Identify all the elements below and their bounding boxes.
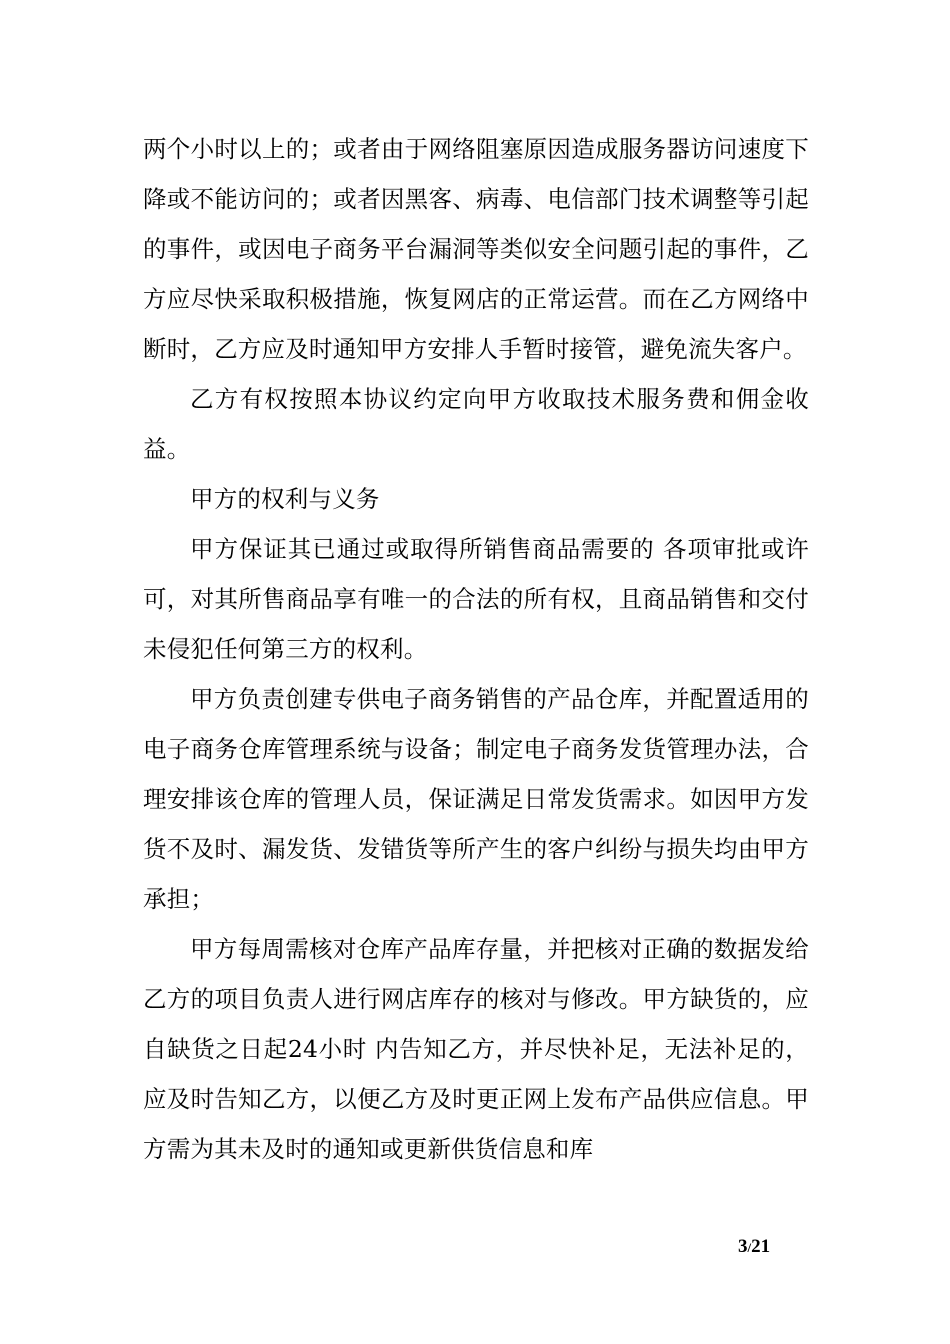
document-body — [143, 124, 809, 1174]
paragraph-approvals: 甲方保证其已通过或取得所销售商品需要的 各项审批或许可，对其所售商品享有唯一的合法的所有权，且商品销售和交付未侵犯任何第三方的权利。 — [143, 535, 809, 663]
current-page: 3 — [738, 1236, 748, 1257]
page-separator: / — [747, 1240, 752, 1255]
section-heading-party-a-rights: 甲方的权利与义务 — [190, 485, 380, 513]
total-pages: 21 — [751, 1236, 771, 1257]
paragraph-inventory: 甲方每周需核对仓库产品库存量，并把核对正确的数据发给乙方的项目负责人进行网店库存的核对与修改。甲方缺货的，应自缺货之日起24小时 内告知乙方，并尽快补足，无法补足的，应及时告知乙方，以便乙方及时更正网上发布产品供应信息。甲方需为其未及时的通知或更新供货信息和库 — [143, 935, 809, 1163]
paragraph-service-fee: 乙方有权按照本协议约定向甲方收取技术服务费和佣金收益。 — [143, 385, 809, 463]
page-number — [738, 1236, 770, 1258]
paragraph-warehouse: 甲方负责创建专供电子商务销售的产品仓库，并配置适用的电子商务仓库管理系统与设备；制定电子商务发货管理办法，合理安排该仓库的管理人员，保证满足日常发货需求。如因甲方发货不及时、漏发货、发错货等所产生的客户纠纷与损失均由甲方承担； — [143, 685, 809, 913]
paragraph-continued: 两个小时以上的；或者由于网络阻塞原因造成服务器访问速度下降或不能访问的；或者因黑客、病毒、电信部门技术调整等引起的事件，或因电子商务平台漏洞等类似安全问题引起的事件，乙方应尽快采取积极措施，恢复网店的正常运营。而在乙方网络中断时，乙方应及时通知甲方安排人手暂时接管，避免流失客户。 — [143, 135, 809, 363]
